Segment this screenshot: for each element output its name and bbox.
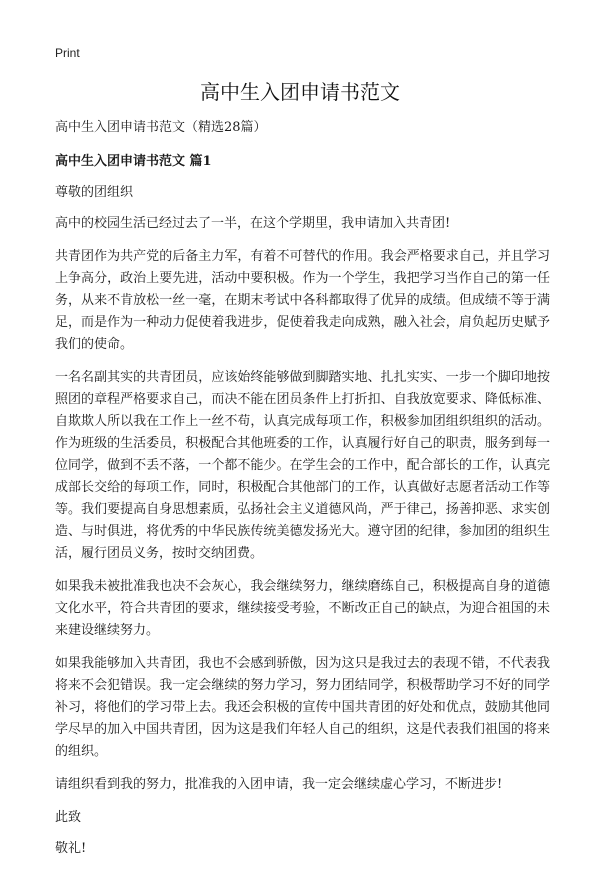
document-body — [55, 117, 550, 869]
document-subtitle: 高中生入团申请书范文（精选28篇） — [55, 120, 267, 135]
body-paragraph: 高中的校园生活已经过去了一半，在这个学期里，我申请加入共青团! — [55, 216, 451, 231]
section-heading: 高中生入团申请书范文 篇1 — [55, 154, 212, 169]
page-title: 高中生入团申请书范文 — [200, 80, 400, 104]
body-paragraph: 请组织看到我的努力，批准我的入团申请，我一定会继续虚心学习，不断进步! — [55, 777, 503, 792]
body-paragraph: 共青团作为共产党的后备主力军，有着不可替代的作用。我会严格要求自己，并且学习上争高分，政治上要先进，活动中要积极。作为一个学生，我把学习当作自己的第一任务，从来不肯放松一丝一毫，在期末考试中各科都取得了优异的成绩。但成绩不等于满足，而是作为一种动力促使着我进步，促使着我走向成熟，融入社会，肩负起历史赋予我们的使命。 — [55, 249, 550, 352]
closing-line: 此致 — [55, 810, 82, 825]
closing-greeting: 敬礼! — [55, 841, 87, 856]
body-paragraph: 一名名副其实的共青团员，应该始终能够做到脚踏实地、扎扎实实、一步一个脚印地按照团的章程严格要求自己，而决不能在团员条件上打折扣、自我放宽要求、降低标准、自欺欺人所以我在工作上一丝不苟，认真完成每项工作，积极参加团组织组织的活动。作为班级的生活委员，积极配合其他班委的工作，认真履行好自己的职责，服务到每一位同学，做到不丢不落，一个都不能少。在学生会的工作中，配合部长的工作，认真完成部长交给的每项工作，同时，积极配合其他部门的工作，认真做好志愿者活动工作等等。我们要提高自身思想素质，弘扬社会主义道德风尚，严于律己，扬善抑恶、求实创造、与时俱进，将优秀的中华民族传统美德发扬光大。遵守团的纪律，参加团的组织生活，履行团员义务，按时交纳团费。 — [55, 370, 550, 561]
salutation: 尊敬的团组织 — [55, 185, 134, 200]
body-paragraph: 如果我能够加入共青团，我也不会感到骄傲，因为这只是我过去的表现不错，不代表我将来不会犯错误。我一定会继续的努力学习，努力团结同学，积极帮助学习不好的同学补习，将他们的学习带上去。我还会积极的宣传中国共青团的好处和优点，鼓励其他同学尽早的加入中国共青团，因为这是我们年轻人自己的组织，这是代表我们祖国的将来的组织。 — [55, 656, 550, 759]
body-paragraph: 如果我未被批准我也决不会灰心，我会继续努力，继续磨练自己，积极提高自身的道德文化水平，符合共青团的要求，继续接受考验，不断改正自己的缺点，为迎合祖国的未来建设继续努力。 — [55, 579, 550, 638]
print-link[interactable]: Print — [55, 46, 80, 60]
